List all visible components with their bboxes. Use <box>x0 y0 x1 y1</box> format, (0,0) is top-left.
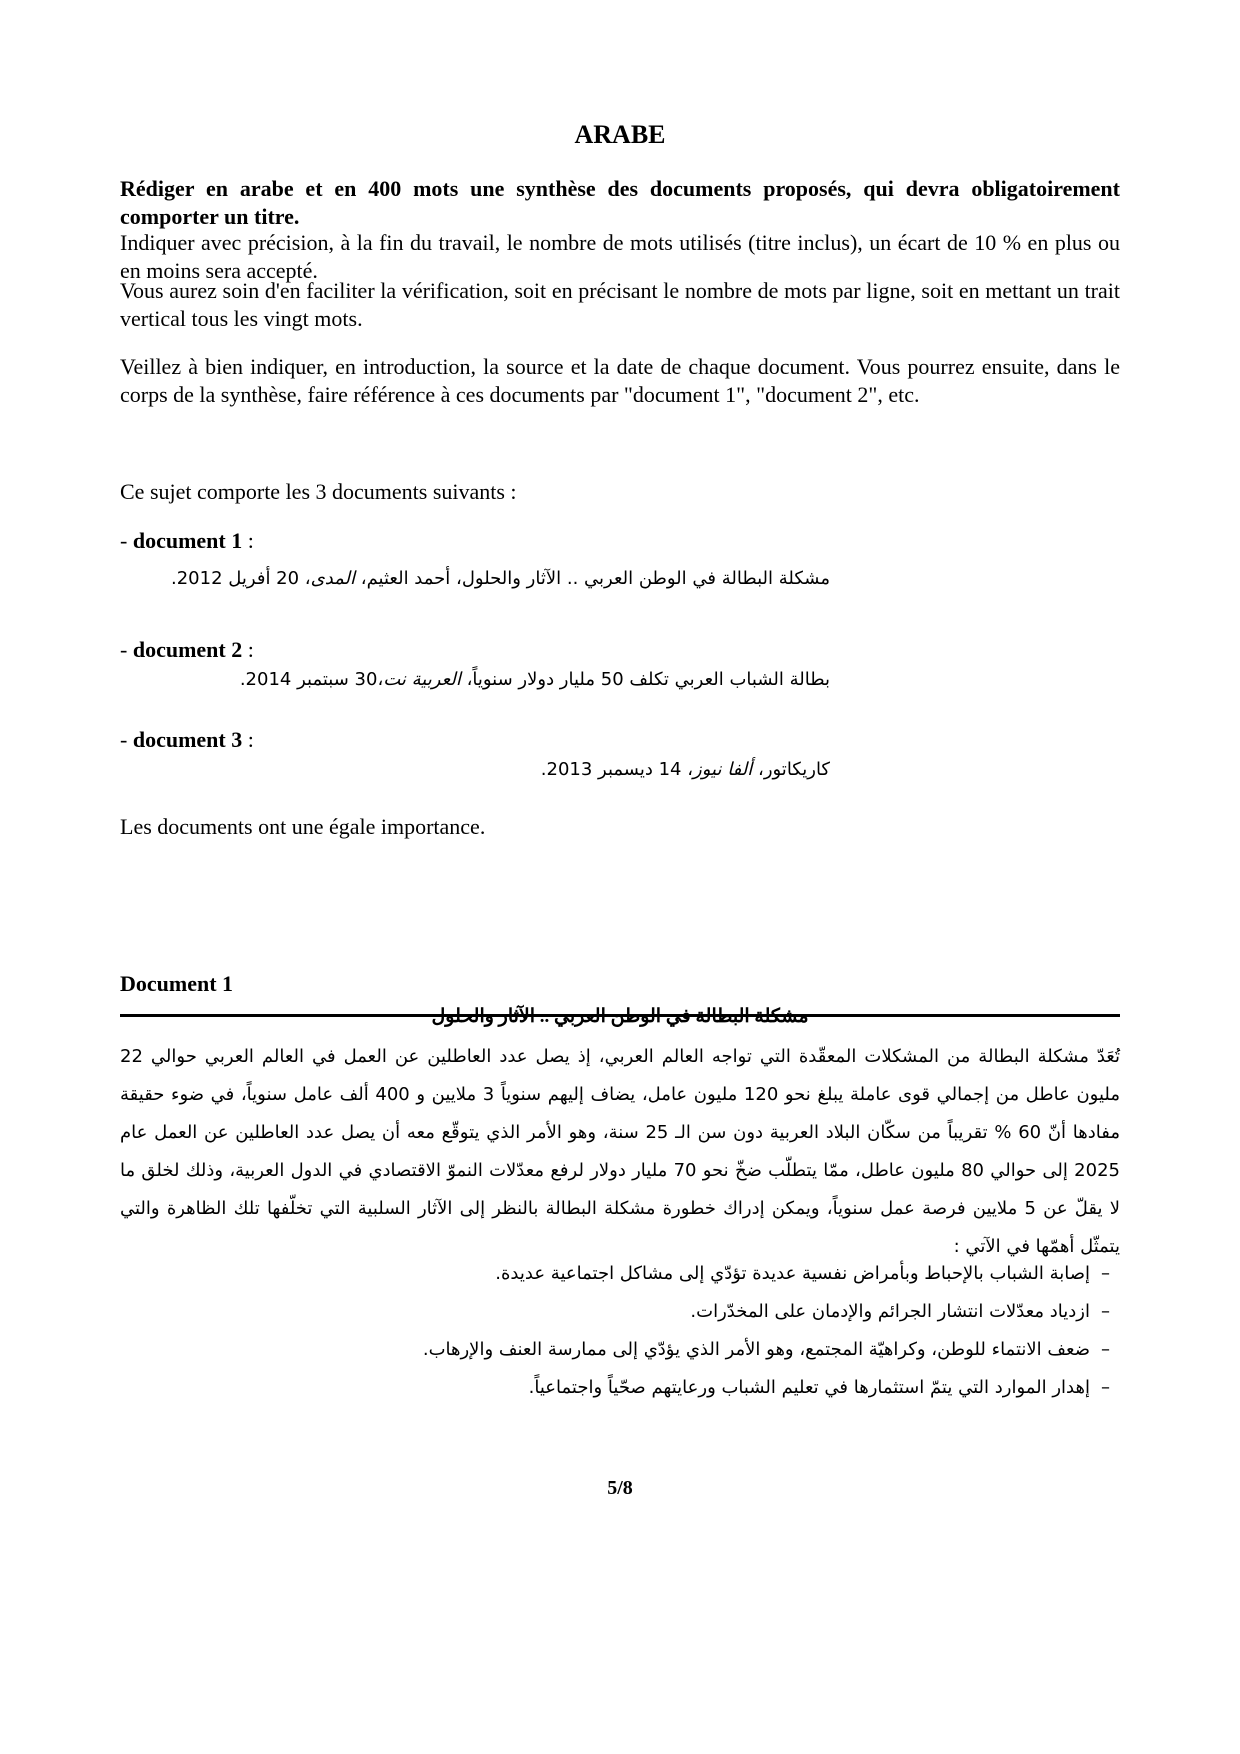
doc2-ref-source: العربية نت <box>383 669 461 690</box>
instruction-word-count: Indiquer avec précision, à la fin du travail, le nombre de mots utilisés (titre inclus), un écart de 10 % en plus ou en moins sera accepté. <box>120 230 1120 283</box>
doc2-ref-date: ،30 سبتمبر 2014. <box>239 669 384 690</box>
doc2-suffix: : <box>242 637 254 662</box>
list-item: – ضعف الانتماء للوطن، وكراهيّة المجتمع، وهو الأمر الذي يؤدّي إلى ممارسة العنف والإرهاب. <box>120 1331 1110 1369</box>
list-item: – ازدياد معدّلات انتشار الجرائم والإدمان على المخدّرات. <box>120 1293 1110 1331</box>
document1-paragraph: تُعَدّ مشكلة البطالة من المشكلات المعقّدة التي تواجه العالم العربي، إذ يصل عدد العاطلين عن العمل في العالم العربي حوالي 22 مليون عاطل من إجمالي قوى عاملة يبلغ نحو 120 مليون عامل، يضاف إليهم سنوياً 3 ملايين و 400 ألف عامل سنوياً، في ضوء حقيقة مفادها أنّ 60 % تقريباً من سكّان البلاد العربية دون سن الـ 25 سنة، وهو الأمر الذي يتوقّع معه أن يصل عدد العاطلين عن العمل عام 2025 إلى حوالي 80 مليون عاطل، ممّا يتطلّب ضخّ نحو 70 مليار دولار لرفع معدّلات النموّ الاقتصادي في الدول العربية، وذلك لخلق ما لا يقلّ عن 5 ملايين فرصة عمل سنوياً، ويمكن إدراك خطورة مشكلة البطالة بالنظر إلى الآثار السلبية التي تخلّفها تلك الظاهرة والتي يتمثّل أهمّها في الآتي : <box>120 1046 1121 1257</box>
document1-heading: Document 1 <box>120 971 234 996</box>
doc2-reference <box>120 669 830 690</box>
doc1-reference <box>120 568 830 589</box>
doc1-label <box>120 527 1120 555</box>
doc3-ref-source: ألفا نيوز <box>693 759 753 780</box>
doc2-label <box>120 636 1120 664</box>
doc3-reference <box>120 759 830 780</box>
doc1-suffix: : <box>242 528 254 553</box>
instruction-verification: Vous aurez soin d'en faciliter la vérification, soit en précisant le nombre de mots par ligne, soit en mettant un trait vertical tous les vingt mots. <box>120 278 1120 331</box>
doc2-ref-main: بطالة الشباب العربي تكلف 50 مليار دولار سنوياً، <box>460 669 830 690</box>
page <box>120 0 1120 1754</box>
list-item: – إهدار الموارد التي يتمّ استثمارها في تعليم الشباب ورعايتهم صحّياً واجتماعياً. <box>120 1369 1110 1407</box>
doc2-prefix: - <box>120 637 133 662</box>
doc1-ref-date: ، 20 أفريل 2012. <box>171 568 311 589</box>
document1-effects-list <box>120 1255 1110 1407</box>
page-title: ARABE <box>574 120 666 149</box>
instruction-sources: Veillez à bien indiquer, en introduction, la source et la date de chaque document. Vous pourrez ensuite, dans le corps de la synthèse, faire référence à ces documents par "document 1", "document 2", etc. <box>120 354 1120 407</box>
page-number: 5/8 <box>607 1477 633 1499</box>
doc3-ref-main: كاريكاتور، <box>752 759 830 780</box>
doc3-prefix: - <box>120 727 133 752</box>
doc3-suffix: : <box>242 727 254 752</box>
list-item: – إصابة الشباب بالإحباط وبأمراض نفسية عديدة تؤدّي إلى مشاكل اجتماعية عديدة. <box>120 1255 1110 1293</box>
doc1-ref-source: المدى <box>310 568 356 589</box>
doc3-ref-date: ، 14 ديسمبر 2013. <box>540 759 694 780</box>
document1-title: مشكلة البطالة في الوطن العربي .. الآثار والحلول <box>431 1006 809 1027</box>
doc3-label-text: document 3 <box>132 727 243 752</box>
doc1-ref-main: مشكلة البطالة في الوطن العربي .. الآثار والحلول، أحمد العثيم، <box>355 568 830 589</box>
instruction-bold: Rédiger en arabe et en 400 mots une synthèse des documents proposés, qui devra obligatoirement comporter un titre. <box>120 176 1120 229</box>
doc3-label <box>120 726 1120 754</box>
documents-intro: Ce sujet comporte les 3 documents suivants : <box>120 479 517 504</box>
doc2-label-text: document 2 <box>132 637 243 662</box>
doc1-label-text: document 1 <box>132 528 243 553</box>
closing-note: Les documents ont une égale importance. <box>120 814 486 839</box>
doc1-prefix: - <box>120 528 133 553</box>
